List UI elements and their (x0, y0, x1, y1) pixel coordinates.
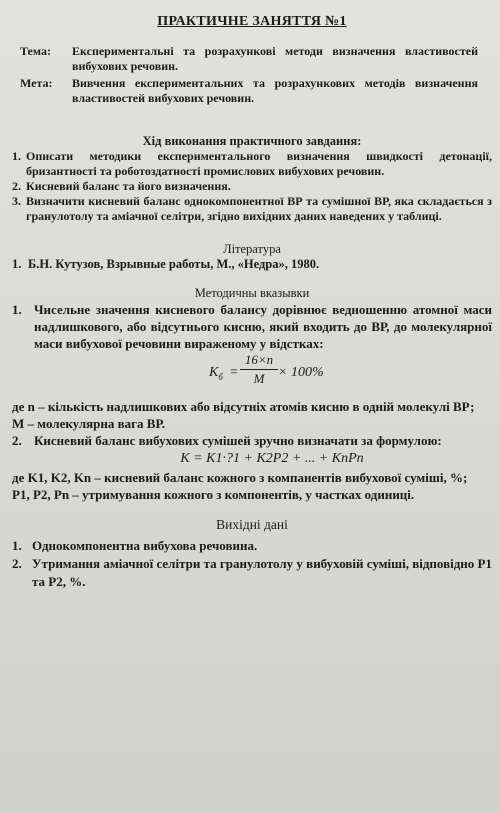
item-text: Кисневий баланс вибухових сумішей зручно визначати за формулою: (34, 433, 442, 448)
guidelines-heading: Методичны вказывки (194, 286, 310, 300)
item-text: Чисельне значення кисневого балансу дорівнює ведношенню атомної маси надлишкового, або відсутнього кисню, який входить до ВР, до молекулярної маси вибухової речовини вираженому у відстках: (34, 302, 492, 351)
item-text: Описати методики експериментального визначення швидкості детонації, бризантності та роботоздатності промислових вибухових речовин. (26, 149, 492, 178)
item-text: Визначити кисневий баланс однокомпонентної ВР та сумішної ВР, яка складається з гранулотолу та аміачної селітри, згідно вихідних даних наведених у таблиці. (26, 194, 492, 223)
item-number: 1. (12, 257, 22, 271)
guidelines-list-2 (12, 432, 492, 449)
formula-lhs: $K_б$ (209, 365, 223, 382)
fraction-bar (240, 369, 278, 370)
list-item (12, 301, 492, 352)
procedure-heading: Хід виконання практичного завдання: (142, 134, 362, 148)
p-text: P1, P2, Pn – утримування кожного з компонентів, у частках одиниці. (12, 487, 415, 502)
item-text: Кисневий баланс та його визначення. (26, 179, 231, 193)
item-text: Утримання аміачної селітри та гранулотолу у вибуховій суміші, відповідно P1 та P2, %. (32, 556, 492, 589)
list-item (12, 537, 492, 555)
where-text: де n – кількість надлишкових або відсутніх атомів кисню в одній молекулі ВР; (12, 399, 475, 414)
list-item (12, 555, 492, 591)
item-number: 2. (12, 556, 22, 571)
page-title: ПРАКТИЧНЕ ЗАНЯТТЯ №1 (157, 14, 347, 29)
formula-numerator: 16×n (244, 352, 274, 367)
item-text: Б.Н. Кутузов, Взрывные работы, М., «Недра», 1980. (28, 257, 320, 271)
list-item (12, 179, 492, 194)
oxygen-balance-formula (12, 352, 492, 398)
goal-label: Мета: (20, 76, 53, 90)
goal-text: Вивчення експериментальних та розрахункових методів визначення властивостей вибухових речовин. (72, 76, 478, 105)
formula-denominator: M (253, 371, 265, 386)
m-text: M – молекулярна вага ВР. (12, 416, 166, 431)
formula-fraction (240, 352, 278, 387)
list-item (12, 257, 492, 272)
where2-text: де K1, K2, Kn – кисневий баланс кожного з компанентів вибухової суміші, %; (12, 470, 468, 485)
item-number: 1. (12, 538, 22, 553)
literature-list (12, 257, 492, 272)
list-item (12, 149, 492, 179)
mixture-balance-formula: K = K1·?1 + K2P2 + ... + KnPn (180, 451, 364, 466)
list-item (12, 432, 492, 449)
procedure-list (12, 149, 492, 224)
formula-tail: × 100% (278, 365, 324, 380)
item-number: 1. (12, 149, 21, 163)
topic-label: Тема: (20, 44, 51, 58)
item-text: Однокомпонентна вибухова речовина. (32, 538, 258, 553)
item-number: 3. (12, 194, 21, 208)
item-number: 2. (12, 433, 22, 448)
source-data-list (12, 537, 492, 591)
topic-text: Експериментальні та розрахункові методи визначення властивостей вибухових речовин. (72, 44, 478, 73)
item-number: 2. (12, 179, 21, 193)
goal-row (12, 76, 492, 106)
formula-equals: = (229, 365, 239, 380)
literature-heading: Література (223, 242, 281, 256)
guidelines-list (12, 301, 492, 352)
item-number: 1. (12, 302, 22, 317)
topic-row (12, 44, 492, 74)
source-data-heading: Вихідні дані (216, 517, 288, 532)
list-item (12, 194, 492, 224)
